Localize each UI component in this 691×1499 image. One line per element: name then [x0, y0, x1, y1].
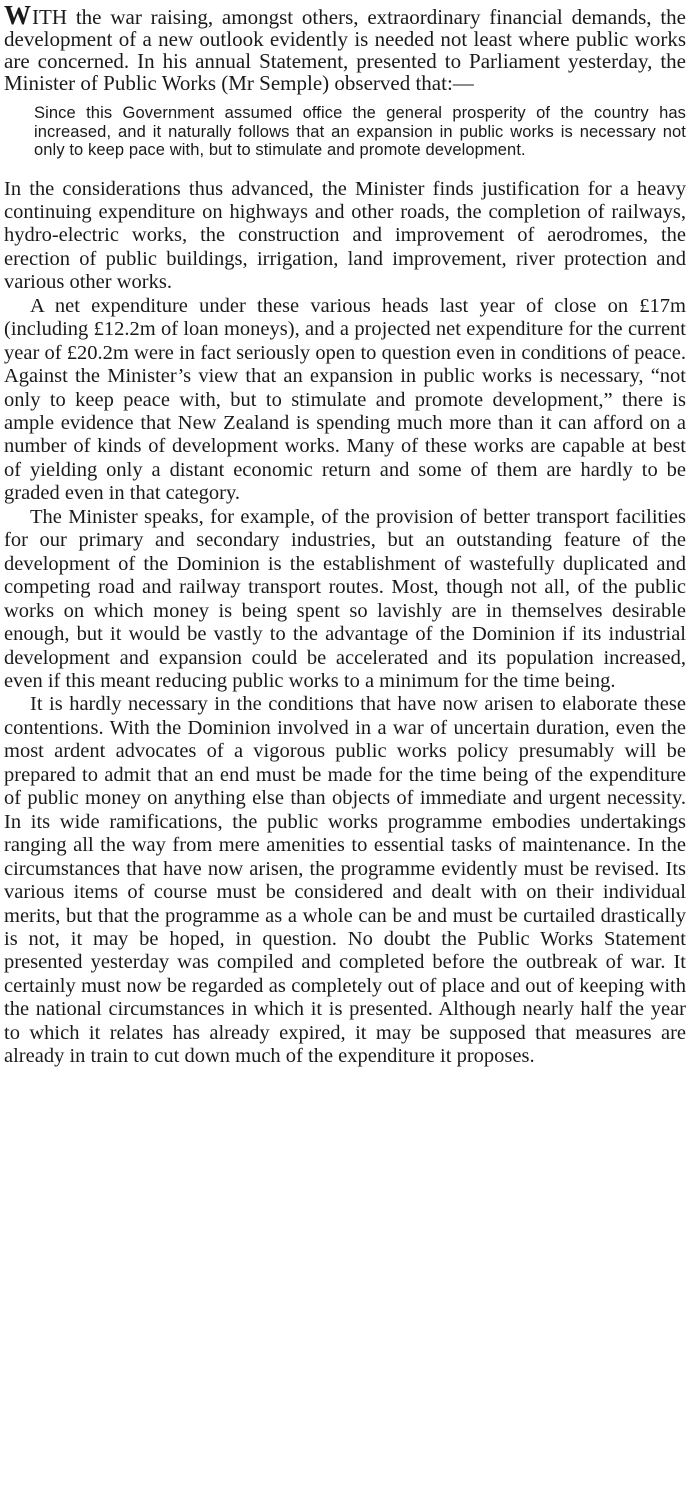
block-quote: Since this Government assumed office the general prosperity of the country has increased, and it naturally follows that an expansion in public works is necessary not only to keep pace with, but to stimulate and promote development. — [34, 104, 686, 159]
drop-cap: W — [4, 0, 32, 30]
paragraph-4: It is hardly necessary in the conditions that have now arisen to elaborate these contentions. With the Dominion involved in a war of uncertain duration, even the most ardent advocates of a vigorous public works policy presumably will be prepared to admit that an end must be made for the time being of the expenditure of public money on anything else than objects of immediate and urgent necessity. In its wide ramifications, the public works programme embodies undertakings ranging all the way from mere amenities to essential tasks of maintenance. In the circumstances that have now arisen, the programme evidently must be revised. Its various items of course must be considered and dealt with on their individual merits, but that the programme as a whole can be and must be curtailed drastically is not, it may be hoped, in question. No doubt the Public Works Statement presented yesterday was compiled and completed before the outbreak of war. It certainly must now be regarded as completely out of place and out of keeping with the national circumstances in which it is presented. Although nearly half the year to which it relates has already expired, it may be supposed that measures are already in train to cut down much of the expenditure it proposes. — [4, 693, 686, 1068]
paragraph-3: The Minister speaks, for example, of the provision of better transport facilities for our primary and secondary industries, but an outstanding feature of the development of the Dominion is the establishment of wastefully duplicated and competing road and railway transport routes. Most, though not all, of the public works on which money is being spent so lavishly are in themselves desirable enough, but it would be vastly to the advantage of the Dominion if its industrial development and expansion could be accelerated and its population increased, even if this meant reducing public works to a minimum for the time being. — [4, 505, 686, 693]
lead-paragraph — [4, 0, 686, 95]
newspaper-editorial — [4, 0, 686, 1069]
paragraph-1: In the considerations thus advanced, the Minister finds justification for a heavy continuing expenditure on highways and other roads, the completion of railways, hydro-electric works, the construction and improvement of aerodromes, the erection of public buildings, irrigation, land improvement, river protection and various other works. — [4, 177, 686, 294]
lead-text: ITH the war raising, amongst others, extraordinary financial demands, the development of a new outlook evidently is needed not least where public works are concerned. In his annual Statement, presented to Parliament yesterday, the Minister of Public Works (Mr Semple) observed that:— — [4, 5, 686, 95]
paragraph-2: A net expenditure under these various heads last year of close on £17m (including £12.2m of loan moneys), and a projected net expenditure for the current year of £20.2m were in fact seriously open to question even in conditions of peace. Against the Minister’s view that an expansion in public works is necessary, “not only to keep peace with, but to stimulate and promote development,” there is ample evidence that New Zealand is spending much more than it can afford on a number of kinds of development works. Many of these works are capable at best of yielding only a distant economic return and some of them are hardly to be graded even in that category. — [4, 294, 686, 505]
